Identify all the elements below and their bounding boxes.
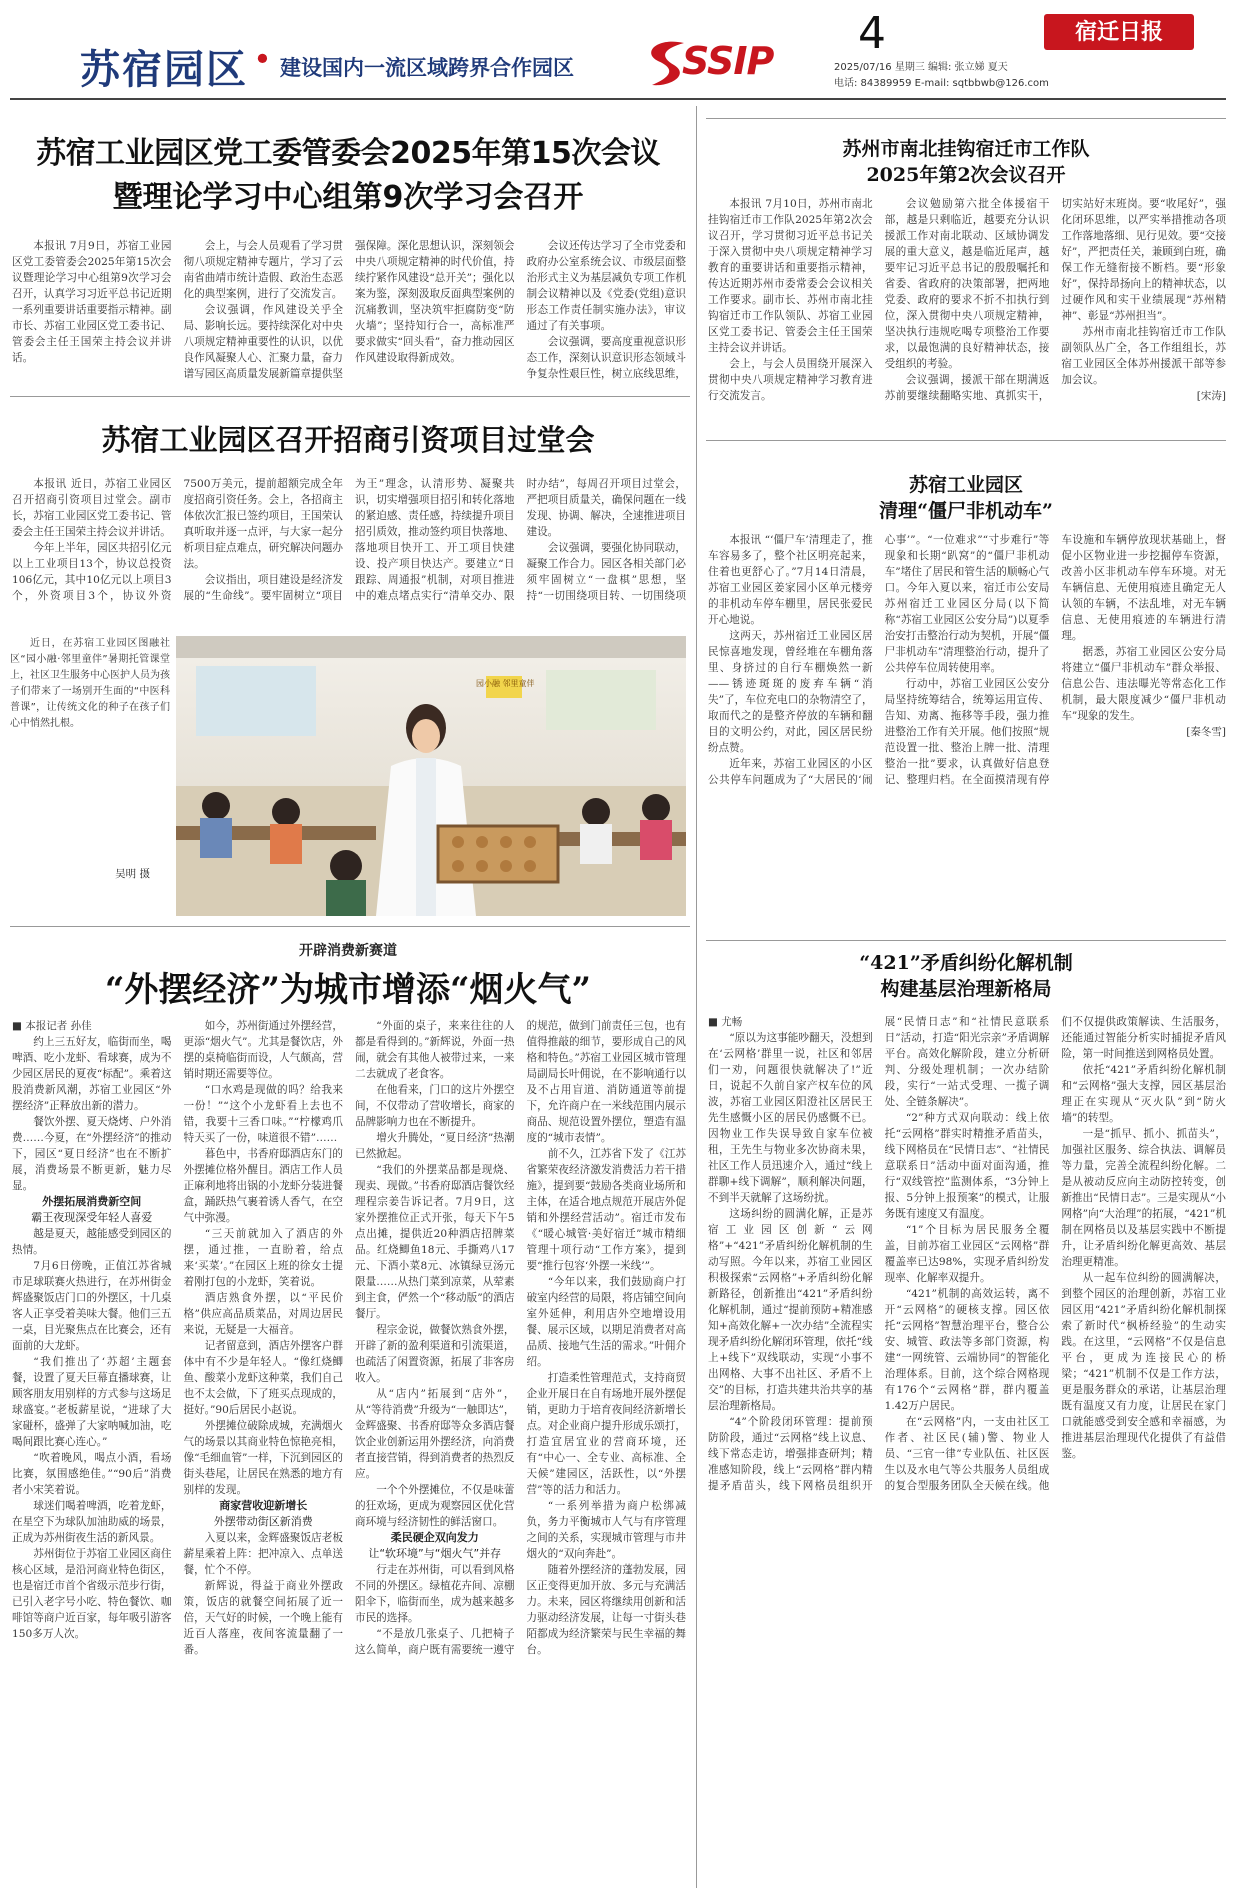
a5-p4-6: 随着外摆经济的蓬勃发展，园区正变得更加开放、多元与充满活力。未来，园区将继续用创新和活力驱动经济发展，让每一寸街头巷陌都成为经济繁荣与民生幸福的舞台。 xyxy=(526,1564,686,1656)
a5-p2-3: 球迷们喝着啤酒，吃着龙虾，在星空下为球队加油助威的场景，正成为苏州街夜生活的新风景。 xyxy=(12,1500,172,1544)
a5-p3-1: 新辉说，得益于商业外摆政策，饭店的就餐空间拓展了近一倍，天气好的时候，一个晚上能有近百人落座，夜间客流量翻了一番。 xyxy=(183,1580,343,1656)
a6-p10: 从一起车位纠纷的圆满解决，到整个园区的治理创新，苏宿工业园区用“421”矛盾纠纷化解机制探索了新时代“枫桥经验”的生动实践。在这里，“云网格”不仅是信息平台，更成为连接民心的桥梁；“421”机制不仅是工作方法，更是服务群众的承诺，让基层治理既有温度又有力度，让居民在家门口就能感受到安全感和幸福感，为推进基层治理现代化提供了有益借鉴。 xyxy=(1061,1272,1226,1460)
a2-p1: 本报讯 近日，苏宿工业园区召开招商引资项目过堂会。副市长，苏宿工业园区党工委书记、管委会主任王国荣主持会议并讲话。 xyxy=(12,478,172,538)
a5-sub2-sub: 外摆带动街区新消费 xyxy=(213,1515,313,1528)
a4-p1: 本报讯 “‘僵尸车’清理走了，推车容易多了，整个社区明亮起来，住着也更舒心了。”7月14日清晨，苏宿工业园区姜家园小区单元楼旁的非机动车停车棚里，居民张爱民开心地说。 xyxy=(708,534,873,626)
photo-caption-box xyxy=(10,636,170,916)
a5-p3-2: “外面的桌子，来来往往的人都是看得到的。”新辉说，外面一热闹，就会有其他人被带过来，一来二去就成了老食客。 xyxy=(355,1020,515,1080)
masthead xyxy=(0,0,1236,110)
a3-p3: 会议勉励第六批全体援宿干部，越是只剩临近，越要充分认识援派工作对南北联动、区域协调发展的重大意义，越是临近尾声，越要牢记习近平总书记的殷殷嘱托和省委、省政府的决策部署，把两地党委、政府的要求不折不扣执行到位，深入贯彻中央八项规定精神，坚决执行违规吃喝专项整治工作要求，以最饱满的良好精神状态，接受组织的考验。 xyxy=(884,198,1050,370)
a4-p4: 行动中，苏宿工业园区公安分局坚持统筹结合，统筹运用宣传、告知、劝离、拖移等手段，强力推进整治工作有关开展。他们按照“规范设置一批、整治上牌一批、清理整治一批”要求，认真做好信息登记、整理归档。在全面摸清现有停车设施和车辆停放现状基础上，督促小区物业进一步挖掘停车资源，改善小区非机动车停车环境。对无车辆信息、无使用痕迹且确定无人认领的车辆，不法乱堆，对无车辆信息、无使用痕迹的车辆进行清理。 xyxy=(884,534,1226,786)
a5-p3-6: 程宗金说，做餐饮熟食外摆，开辟了新的盈利渠道和引流渠道，也疏活了闲置资源，拓展了非客房收入。 xyxy=(355,1324,515,1384)
a3-p5: 苏州市南北挂钩宿迁市工作队副领队丛广全，各工作组组长，苏宿工业园区全体苏州援派干部等参加会议。 xyxy=(1061,326,1226,386)
a1-p1: 本报讯 7月9日，苏宿工业园区党工委管委会2025年第15次会议暨理论学习中心组第9次学习会召开，认真学习习近平总书记近期一系列重要讲话重要指示精神。副市长、苏宿工业园区党工委书记、管委会主任王国荣主持会议并讲话。 xyxy=(12,240,172,364)
a5-p4-2: 前不久，江苏省下发了《江苏省繁荣夜经济激发消费活力若干措施》，提到要“鼓励各类商业场所和主体，在适合地点规范开展店外促销和外摆经营活动”。宿迁市发布《“暖心城管·美好宿迁”城市精细管理十项行动“工作方案》，提到要“推行包容‘外摆一米线’”。 xyxy=(526,1148,686,1272)
a5-byline: ■ 本报记者 孙佳 xyxy=(12,1020,92,1032)
column-divider xyxy=(696,106,697,1888)
a6-body xyxy=(708,1014,1226,1884)
a5-p2-4: 苏州街位于苏宿工业园区商住核心区域，是沿河商业特色街区，也是宿迁市首个省级示范步行街，已引入老字号小吃、特色餐饮、咖啡馆等商户近百家，每年吸引游客150多万人次。 xyxy=(12,1548,172,1640)
a5-p3-0: 入夏以来，金辉盛聚饭店老板薪星乘着上阵：把冲凉入、点单送餐，忙个不停。 xyxy=(183,1532,343,1576)
a5-p2-10: 记者留意到，酒店外摆客户群体中有不少是年轻人。“像红烧鲫鱼、酸菜小龙虾这种菜，我们自己也不太会做，下了班买点现成的，挺好。”90后居民小赵说。 xyxy=(183,1340,343,1416)
masthead-rule xyxy=(10,98,1226,100)
a2-body xyxy=(12,476,686,614)
a5-p2-0: 7月6日傍晚，正值江苏省城市足球联赛火热进行，在苏州街金辉盛聚饭店门口的外摆区，十几桌客人正享受着美味大餐。他们三五一桌，目光聚焦点在比赛会，还有面前的大龙虾。 xyxy=(12,1260,172,1352)
a5-p3-8: 一个个外摆摊位，不仅是味蕾的狂欢场，更成为观察园区优化营商环境与经济韧性的鲜活窗口。 xyxy=(355,1484,515,1528)
a5-sub2: 商家营收迎新增长 xyxy=(219,1499,308,1512)
a4-title-line1: 苏宿工业园区 xyxy=(908,474,1023,496)
news-photo xyxy=(176,636,686,916)
a2-title: 苏宿工业园区召开招商引资项目过堂会 xyxy=(101,423,595,457)
a1-title-line1: 苏宿工业园区党工委管委会2025年第15次会议 xyxy=(36,136,660,171)
a5-p3-5: “我们的外摆菜品都是现烧、现卖、现做。”书香府邸酒店餐饮经理程宗姜告诉记者。7月9日，这家外摆推位正式开张，每天下午5点出摊，提供近20种酒店招牌菜品。红烧鲫鱼18元、手撕鸡八17元、下酒小菜8元、冰镇绿豆汤元限量……从热门菜到凉菜，从荤素到主食，俨然一个“移动版”的酒店餐厅。 xyxy=(355,1164,515,1320)
a6-p9: 一是“抓早、抓小、抓苗头”，加强社区服务、综合执法、调解员等力量，完善全流程纠纷化解。二是从被动反应向主动防控转变，创新推出“民情日志”。三是实现从“小网格”向“大治理”的拓展，“421”机制在网格员以及基层实践中不断提升，让矛盾纠纷化解更高效、基层治理更精准。 xyxy=(1061,1128,1226,1268)
ssip-logo xyxy=(636,35,816,91)
a5-p4-0: 行走在苏州街，可以看到风格不同的外摆区。绿植花卉间、凉棚阳伞下，临街而坐，成为越来越多市民的选择。 xyxy=(355,1564,515,1624)
a3-rule xyxy=(706,440,1226,441)
contact-line: 电话: 84389959 E-mail: sqtbbwb@126.com xyxy=(834,78,1049,89)
a6-p4: “2”种方式双向联动：线上依托“云网格”群实时精推矛盾苗头，线下网格员在“民情日志”、“社情民意联系日”活动中面对面沟通，推行“双线管控”监测体系，“3分钟上报、5分钟上报预案”的模式，让服务既有速度又有温度。 xyxy=(884,1112,1050,1220)
a5-p2-11: 外摆摊位破除成城，充满烟火气的场景以其商业特色惊艳亮相，像“毛细血管”一样，下沉到园区的街头巷尾，让居民在熟悉的地方有别样的发现。 xyxy=(183,1420,343,1496)
a4-p5: 据悉，苏宿工业园区公安分局将建立“僵尸非机动车”群众举报、信息公告、违法曝光等常态化工作机制，最大限度减少“僵尸非机动车”现象的发生。 xyxy=(1061,646,1226,722)
a6-title-line1: “421”矛盾纠纷化解机制 xyxy=(859,952,1073,974)
a6-p2: 这场纠纷的圆满化解，正是苏宿工业园区创新“云网格”+“421”矛盾纠纷化解机制的生动写照。今年以来，苏宿工业园区积极探索“云网格”+矛盾纠纷化解新路径，创新推出“421”矛盾纠纷化解机制，通过“提前预防+精准感知+高效化解+一次办结”全流程实现矛盾纠纷化解闭环管理，依托“线上+线下”双线联动，实现“小事不出网格、大事不出社区、矛盾不上交”的目标，打造共建共治共享的基层治理新格局。 xyxy=(708,1208,873,1412)
a3-p2: 会上，与会人员围绕开展深入贯彻中央八项规定精神学习教育进行交流发言。 xyxy=(708,358,873,402)
a5-p2: 餐饮外摆、夏天烧烤、户外消费……今夏，在“外摆经济”的推动下，园区“夏日经济”也在不断扩展，消费场景不断更新，魅力尽显。 xyxy=(12,1116,172,1192)
a4-body xyxy=(708,532,1226,928)
section-dot: • xyxy=(253,40,272,78)
a5-p4-5: “一系列举措为商户松绑减负，务力平衡城市人气与有序管理之间的关系，实现城市管理与市井烟火的“双向奔赴”。 xyxy=(526,1500,686,1560)
page-number: 4 xyxy=(858,8,886,59)
section-slogan: 建设国内一流区域跨界合作园区 xyxy=(280,56,574,80)
a4-rule xyxy=(706,940,1226,941)
a1-p4: 会议还传达学习了全市党委和政府办公室系统会议、市级层面整治形式主义为基层减负专项工作机制会议精神以及《党委(党组)意识形态工作责任制实施办法》，审议通过了有关事项。 xyxy=(526,240,686,332)
classroom-photo xyxy=(176,636,686,916)
a3-body xyxy=(708,196,1226,428)
a5-title: “外摆经济”为城市增添“烟火气” xyxy=(104,970,592,1010)
a5-p4-3: “今年以来，我们鼓励商户打破室内经营的局限，将店铺空间向室外延伸，利用店外空地增设用餐、展示区域，以期足消费者对高品质、接地气生活的需求。”叶佣介绍。 xyxy=(526,1276,686,1368)
a6-p3: “4”个阶段闭环管理：提前预防阶段，通过“云网格”线上议息、线下常态走访，增强排查研判；精准感知阶段，线上“云网格”群内精提矛盾苗头，线下网格员组织开展“民情日志”和“社情民意联系日”活动，打造“阳光宗亲”矛盾调解平台。高效化解阶段，建立分析研判、分级处理机制；一次办结阶段，实行“一站式受理、一揽子调处、全链条解决”。 xyxy=(708,1016,1050,1492)
a5-p2-7: 暮色中，书香府邸酒店东门的外摆摊位格外醒目。酒店工作人员正麻利地将出锅的小龙虾分装进餐盒，踊跃热气裹着诱人香气，在空气中弥漫。 xyxy=(183,1148,343,1224)
ssip-logo-text: SSIP xyxy=(682,39,774,83)
a5-p2-2: “吹着晚风，喝点小酒，看场比赛，氛围感绝佳。”“90后”消费者小宋笑着说。 xyxy=(12,1452,172,1496)
a1-p3: 会议强调，作风建设关乎全局、影响长远。要持续深化对中央八项规定精神重要性的认识，以优良作风凝聚人心、汇聚力量，奋力谱写园区高质量发展新篇章提供坚强保障。深化思想认识，深刻领会中央八项规定精神的时代价值，持续拧紧作风建设“总开关”；强化以案为鉴，深刻汲取反面典型案例的沉痛教训，坚决筑牢拒腐防变“防火墙”；坚持知行合一，高标准严要求做实“回头看”，奋力推动园区作风建设取得新成效。 xyxy=(183,240,515,380)
a5-p4-4: 打造柔性管理范式，支持商贸企业开展日在自有场地开展外摆促销，更助力于培育夜间经济新增长点。对企业商户提升形成乐颂打，打造宜居宜业的营商环境，还有“中心一、全专业、高标准、全天候”建园区，活跃性，以“外摆营”等的活力和活力。 xyxy=(526,1372,686,1496)
a5-p2-8: “三天前就加入了酒店的外摆，通过推，一直盼着，给点来‘买菜’。”在园区上班的徐女士提着刚打包的小龙虾，笑着说。 xyxy=(183,1228,343,1288)
a6-title-line2: 构建基层治理新格局 xyxy=(880,978,1052,1000)
a4-p3: 近年来，苏宿工业园区的小区公共停车问题成为了“大居民的‘闹心事’”。“一位难求”“寸步难行”等现象和长期“趴窝”的“僵尸非机动车”堵住了居民和管生活的顺畅心气口。今年入夏以来，宿迁市公安局苏州宿迁工业园区分局(以下简称“苏宿工业园区公安分局”)以夏季治安打击整治行动为契机，开展“僵尸非机动车”清理整治行动，提升了公共停车位周转使用率。 xyxy=(708,534,1050,786)
a5-sub1-sub: 霸王夜现深受年轻人喜爱 xyxy=(31,1211,153,1224)
a1-p5: 会议强调，要高度重视意识形态工作，深刻认识意识形态领域斗争复杂性艰巨性，树立底线思维， xyxy=(526,336,686,380)
a3-p4: 会议强调，援派干部在期满返苏前要继续翻略实地、真抓实干，切实站好末班岗。要“收尾好”，强化闭环思维，以严实举措推动各项工作落地落细、见行见效。要“交接好”，严把责任关，兼顾到白班，确保工作无缝衔接不断档。要“形象好”，保持昂扬向上的精神状态，以过硬作风和实干业绩展现“苏州精神”、彰显“苏州担当”。 xyxy=(884,198,1226,402)
a3-top-rule xyxy=(706,118,1226,119)
photo-rule xyxy=(10,926,690,927)
date-line: 2025/07/16 星期三 编辑: 张立娣 夏天 xyxy=(834,62,1008,73)
a1-body xyxy=(12,238,686,386)
a5-sub3: 柔民硬企双向发力 xyxy=(390,1531,479,1544)
a4-tag: [秦冬雪] xyxy=(1186,726,1226,738)
a5-body xyxy=(12,1018,686,1884)
a1-rule xyxy=(10,396,690,397)
a5-sub3-sub: 让“软环境”与“烟火气”并存 xyxy=(368,1547,502,1560)
a6-p5: “1”个目标为居民服务全覆盖，目前苏宿工业园区“云网格”群覆盖率已达98%，实现矛盾纠纷发现率、化解率双提升。 xyxy=(884,1224,1050,1284)
a5-kicker: 开辟消费新赛道 xyxy=(299,943,397,959)
a6-p1: “原以为这事能吵翻天，没想到在‘云网格’群里一说，社区和邻居们一劝，问题很快就解决了!”近日，说起不久前自家产权车位的风波，苏宿工业园区阳澄社区居民王先生感慨小区的居民仍感慨不已。因物业工作失误导致自家车位被租，王先生与物业多次协商未果，社区工作人员迅速介入，通过“线上群聊+线下调解”，顺利解决问题，不到半天就解了这场纷扰。 xyxy=(708,1032,873,1204)
paper-name-box xyxy=(1044,14,1194,50)
photo-caption: 近日，在苏宿工业园区图融社区“园小融·邻里童伴”暑期托管课堂上，社区卫生服务中心医护人员为孩子们带来了一场别开生面的“中医科普课”，让传统文化的种子在孩子们心中悄然扎根。 xyxy=(10,638,170,729)
a5-sub1: 外摆拓展消费新空间 xyxy=(42,1195,142,1208)
a5-p2-9: 酒店熟食外摆，以“平民价格”供应高品质菜品，对周边居民来说，无疑是一大福音。 xyxy=(183,1292,343,1336)
a3-title-line2: 2025年第2次会议召开 xyxy=(866,164,1066,186)
section-title: 苏宿园区 xyxy=(80,46,248,93)
a1-p2: 会上，与会人员观看了学习贯彻八项规定精神专题片，学习了云南省曲靖市统计造假、政治生态恶化的典型案例，进行了交流发言。 xyxy=(183,240,343,300)
paper-name: 宿迁日报 xyxy=(1074,19,1163,45)
a6-p7: 在“云网格”内，一支由社区工作者、社区民(辅)警、物业人员、“三官一律”专业队伍、社区医生以及水电气等公共服务人员组成的复合型服务团队全天候在线。他们不仅提供政策解读、生活服务，还能通过智能分析实时捕捉矛盾风险，第一时间推送到网格员处置。 xyxy=(884,1016,1226,1492)
a5-p3-4: 增火升腾处，“夏日经济”热潮已然掀起。 xyxy=(355,1132,515,1160)
a3-tag: [宋涛] xyxy=(1196,390,1226,402)
a5-p2-5: 如今，苏州街通过外摆经营，更添“烟火气”。尤其是餐饮店，外摆的桌椅临街而设，人气颇高，营销时期还需要等位。 xyxy=(183,1020,343,1080)
a5-p3-7: 从“店内”拓展到“店外”，从“等待消费”升级为“一触即达”，金辉盛聚、书香府邸等众多酒店餐饮企业创新运用外摆经济，向消费者直接营销，得到消费者的热烈反应。 xyxy=(355,1388,515,1480)
a6-byline: ■ 尤畅 xyxy=(708,1016,743,1028)
a5-p3-3: 在他看来，门口的这片外摆空间，不仅带动了营收增长，商家的品牌影响力也在不断提升。 xyxy=(355,1084,515,1128)
a3-p1: 本报讯 7月10日，苏州市南北挂钩宿迁市工作队2025年第2次会议召开，学习贯彻习近平总书记关于深入贯彻中央八项规定精神学习教育的重要讲话和重要指示精神，传达近期苏州市委常委会会议相关工作要求。副市长、苏州市南北挂钩宿迁市工作队领队、苏宿工业园区党工委书记、管委会主任王国荣主持会议并讲话。 xyxy=(708,198,873,354)
a6-p8: 依托“421”矛盾纠纷化解机制和“云网格”强大支撑，园区基层治理正在实现从“灭火队”到“防火墙”的转型。 xyxy=(1061,1064,1226,1124)
a5-p4-1: “不是放几张桌子、几把椅子这么简单，商户既有需要统一遵守的规范，做到门前责任三包，也有值得推敲的细节，要形成自己的风格和特色。”苏宿工业园区城市管理局副局长叶佣说，在不影响通行以及不占用盲道、消防通道等前提下，允许商户在一米线范围内展示商品、规范设置外摆位，塑造有温度的“城市表情”。 xyxy=(355,1020,686,1656)
a3-title-line1: 苏州市南北挂钩宿迁市工作队 xyxy=(842,138,1090,160)
a4-p2: 这两天，苏州宿迁工业园区居民惊喜地发现，曾经堆在车棚角落里、身挤过的自行车棚焕然一新——锈迹斑斑的废弃车辆“消失”了，车位充电口的杂物清空了，取而代之的是整齐停放的车辆和翻目的文明公约，对此，园区居民纷纷点赞。 xyxy=(708,630,873,754)
a5-p1: 约上三五好友，临街而坐，喝啤酒、吃小龙虾、看球赛，成为不少园区居民的夏夜“标配”。乘着这股消费新风潮，苏宿工业园区“外摆经济”正释放出新的潜力。 xyxy=(12,1036,172,1112)
a6-p6: “421”机制的高效运转，离不开“云网格”的硬核支撑。园区依托“云网格”智慧治理平台，整合公安、城管、政法等多部门资源，构建“一网统管、云端协同”的智能化治理体系。目前，这个综合网格现有176个“云网格”群，群内覆盖1.42万户居民。 xyxy=(884,1288,1050,1412)
photo-banner-text: 园小融 邻里童伴 xyxy=(476,679,535,688)
a2-p2: 今年上半年，园区共招引亿元以上工业项目13个，协议总投资106亿元，其中10亿元以上项目3个，外资项目3个，协议外资7500万美元，提前超额完成全年度招商引资任务。会上，各招商主体依次汇报已签约项目，王国荣认真听取并逐一点评，与大家一起分析项目症点难点，研究解决问题办法。 xyxy=(12,478,343,602)
a1-title-line2: 暨理论学习中心组第9次学习会召开 xyxy=(112,180,584,215)
a5-p2-1: “我们推出了‘苏超’主题套餐，设置了夏天巨幕直播球赛，让顾客朋友用别样的方式参与这场足球盛宴。”老板薪星说，“进球了大家碰杯，盛弹了大家呐喊加油，吃喝间跟比赛心连心。” xyxy=(12,1356,172,1448)
a2-p4: 会议强调，要强化协同联动，凝聚工作合力。园区各相关部门必须牢固树立“一盘棋”思想，坚持“一切围绕项目转、一切围绕项 xyxy=(526,542,686,602)
photo-credit: 吴明 摄 xyxy=(115,868,150,880)
a2-p3: 会议指出，项目建设是经济发展的“生命线”。要牢固树立“项目为王”理念，认清形势、凝聚共识，切实增强项目招引和转化落地的紧迫感、责任感，持续提升项目招引质效，推动签约项目快落地、落地项目快开工、开工项目快建设、投产项目快达产。要建立“日跟踪、周通报”机制，对项目推进中的难点堵点实行“清单交办、限时办结”，每周召开项目过堂会，严把项目质量关，确保问题在一线发现、协调、解决，全速推进项目建设。 xyxy=(183,478,686,602)
a5-sub1-sub2: 越是夏天，越能感受到园区的热情。 xyxy=(12,1228,172,1256)
a4-title-line2: 清理“僵尸非机动车” xyxy=(879,500,1053,522)
a5-p2-6: “口水鸡是现做的吗？给我来一份！”“这个小龙虾看上去也不错，我要十三香口味。”“柠檬鸡爪特天买了一份，味道很不错”…… xyxy=(183,1084,343,1144)
